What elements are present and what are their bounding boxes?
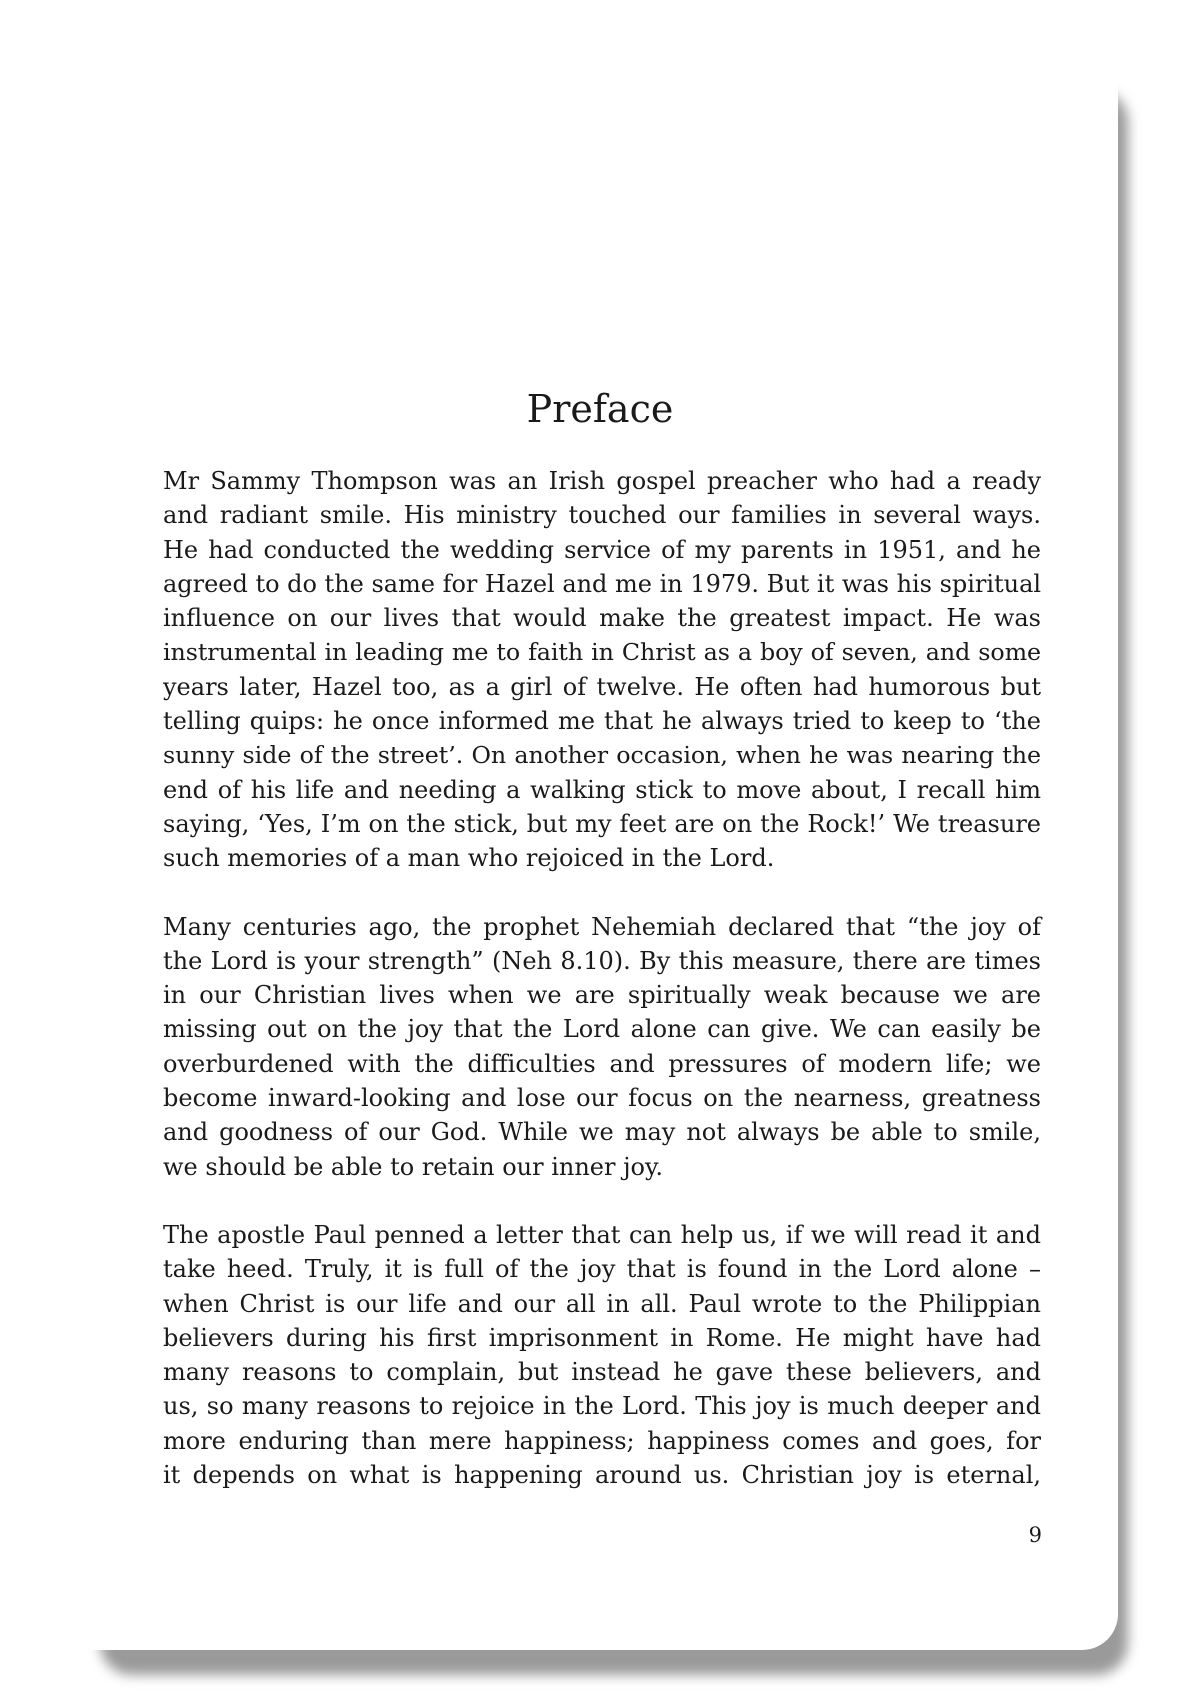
text-line: us, so many reasons to rejoice in the Lord. This joy is much deeper and (163, 1392, 1041, 1421)
text-line: when Christ is our life and our all in all. Paul wrote to the Philippian (163, 1289, 1041, 1318)
text-line: and radiant smile. His ministry touched our families in several ways. (163, 501, 1041, 530)
paragraph (163, 910, 1041, 1184)
text-line: The apostle Paul penned a letter that can help us, if we will read it and (163, 1220, 1041, 1249)
text-line: missing out on the joy that the Lord alone can give. We can easily be (163, 1015, 1041, 1044)
page-title: Preface (526, 387, 674, 431)
page-number: 9 (1028, 1523, 1042, 1547)
paragraph (163, 1218, 1041, 1492)
text-line: and goodness of our God. While we may not always be able to smile, (163, 1118, 1041, 1147)
text-line: more enduring than mere happiness; happiness comes and goes, for (163, 1426, 1041, 1455)
text-line: agreed to do the same for Hazel and me in 1979. But it was his spiritual (163, 569, 1042, 598)
text-line: telling quips: he once informed me that he always tried to keep to ‘the (163, 707, 1041, 736)
text-line: such memories of a man who rejoiced in the Lord. (163, 844, 775, 873)
text-line: saying, ‘Yes, I’m on the stick, but my feet are on the Rock!’ We treasure (163, 809, 1041, 838)
text-line: many reasons to complain, but instead he gave these believers, and (163, 1358, 1041, 1387)
text-line: take heed. Truly, it is full of the joy that is found in the Lord alone – (163, 1255, 1041, 1284)
text-line: we should be able to retain our inner joy. (163, 1152, 664, 1181)
text-line: Mr Sammy Thompson was an Irish gospel preacher who had a ready (163, 467, 1041, 495)
text-line: end of his life and needing a walking stick to move about, I recall him (163, 775, 1041, 804)
preface-body (163, 464, 1041, 1526)
text-line: years later, Hazel too, as a girl of twelve. He often had humorous but (163, 672, 1041, 701)
text-line: in our Christian lives when we are spiritually weak because we are (163, 981, 1041, 1010)
text-line: it depends on what is happening around us. Christian joy is eternal, (163, 1461, 1041, 1490)
text-line: influence on our lives that would make the greatest impact. He was (163, 604, 1041, 633)
text-line: sunny side of the street’. On another occasion, when he was nearing the (163, 741, 1041, 770)
text-line: believers during his first imprisonment in Rome. He might have had (163, 1323, 1041, 1352)
paragraph (163, 464, 1041, 876)
text-line: He had conducted the wedding service of my parents in 1951, and he (163, 535, 1041, 564)
text-line: Many centuries ago, the prophet Nehemiah declared that “the joy of (163, 912, 1041, 941)
text-line: instrumental in leading me to faith in Christ as a boy of seven, and some (163, 638, 1041, 667)
text-line: the Lord is your strength” (Neh 8.10). By this measure, there are times (163, 946, 1041, 975)
text-line: become inward-looking and lose our focus on the nearness, greatness (163, 1084, 1041, 1113)
text-line: overburdened with the difficulties and pressures of modern life; we (163, 1049, 1041, 1078)
